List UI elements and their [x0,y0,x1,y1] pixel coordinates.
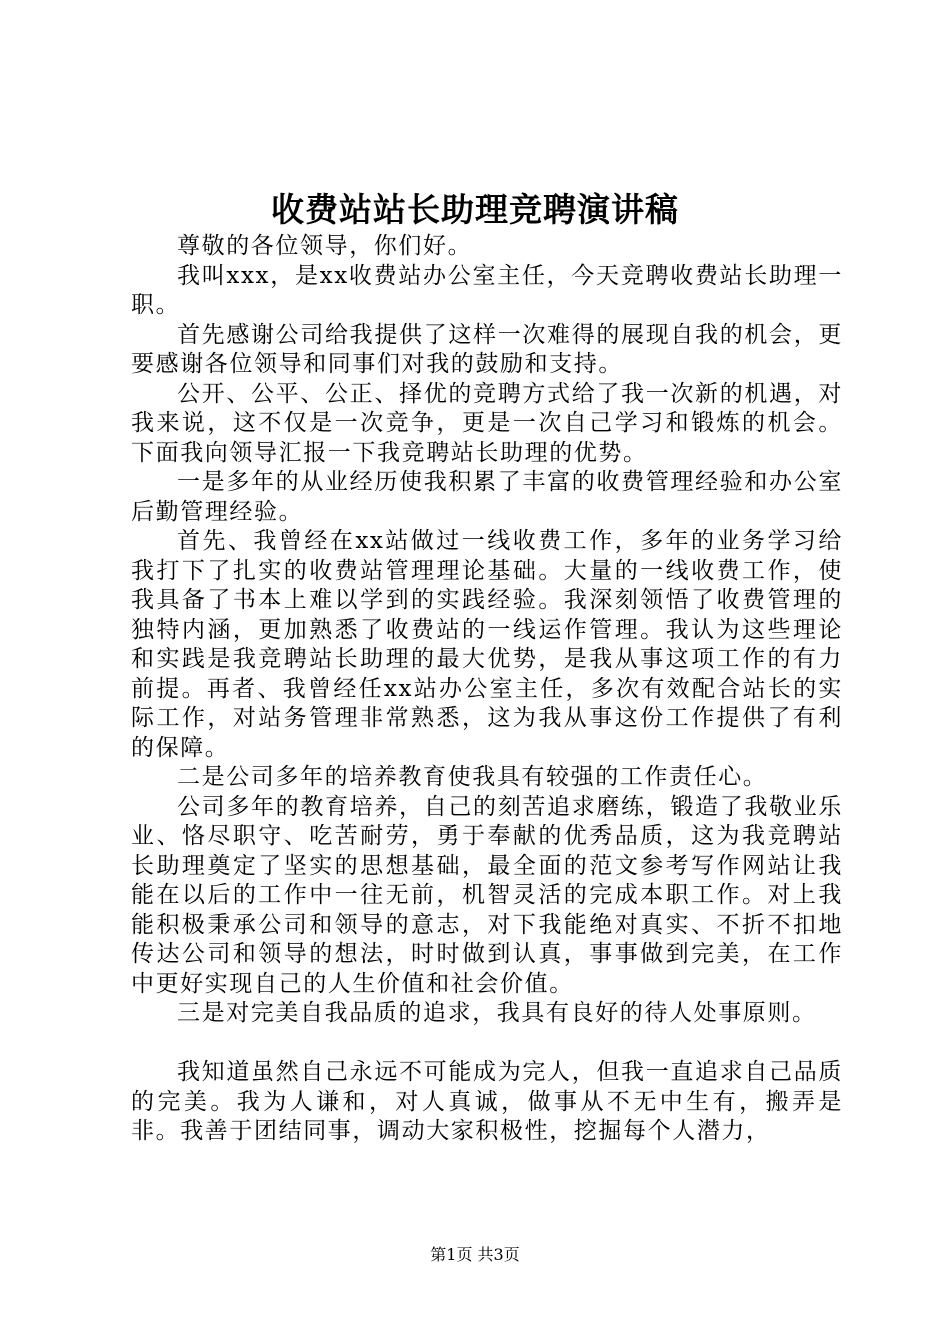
paragraph-thanks: 首先感谢公司给我提供了这样一次难得的展现自我的机会，更要感谢各位领导和同事们对我的鼓励和支持。 [131,321,843,377]
paragraph-character: 我知道虽然自己永远不可能成为完人，但我一直追求自己品质的完美。我为人谦和，对人真诚，做事从不无中生有，搬弄是非。我善于团结同事，调动大家积极性，挖掘每个人潜力， [131,1059,843,1144]
paragraph-greeting: 尊敬的各位领导，你们好。 [177,233,473,259]
paragraph-opportunity: 公开、公平、公正、择优的竞聘方式给了我一次新的机遇，对我来说，这不仅是一次竞争，更是一次自己学习和锻炼的机会。下面我向领导汇报一下我竞聘站长助理的优势。 [131,380,843,466]
paragraph-introduction: 我叫xxx，是xx收费站办公室主任，今天竞聘收费站长助理一职。 [131,262,843,318]
document-body [131,232,843,1147]
page-footer: 第1页 共3页 [430,1245,520,1264]
paragraph-point-two: 二是公司多年的培养教育使我具有较强的工作责任心。 [177,764,768,790]
document-title: 收费站站长助理竞聘演讲稿 [271,190,679,229]
paragraph-point-three: 三是对完美自我品质的追求，我具有良好的待人处事原则。 [177,1000,817,1026]
paragraph-point-one: 一是多年的从业经历使我积累了丰富的收费管理经验和办公室后勤管理经验。 [131,469,843,525]
paragraph-experience: 首先、我曾经在xx站做过一线收费工作，多年的业务学习给我打下了扎实的收费站管理理论基础。大量的一线收费工作，使我具备了书本上难以学到的实践经验。我深刻领悟了收费管理的独特内涵，更加熟悉了收费站的一线运作管理。我认为这些理论和实践是我竞聘站长助理的最大优势，是我从事这项工作的有力前提。再者、我曾经任xx站办公室主任，多次有效配合站长的实际工作，对站务管理非常熟悉，这为我从事这份工作提供了有利的保障。 [131,528,843,761]
paragraph-training: 公司多年的教育培养，自己的刻苦追求磨练，锻造了我敬业乐业、恪尽职守、吃苦耐劳，勇于奉献的优秀品质，这为我竞聘站长助理奠定了坚实的思想基础，最全面的范文参考写作网站让我能在以后的工作中一往无前，机智灵活的完成本职工作。对上我能积极秉承公司和领导的意志，对下我能绝对真实、不折不扣地传达公司和领导的想法，时时做到认真，事事做到完美，在工作中更好实现自己的人生价值和社会价值。 [131,793,843,997]
